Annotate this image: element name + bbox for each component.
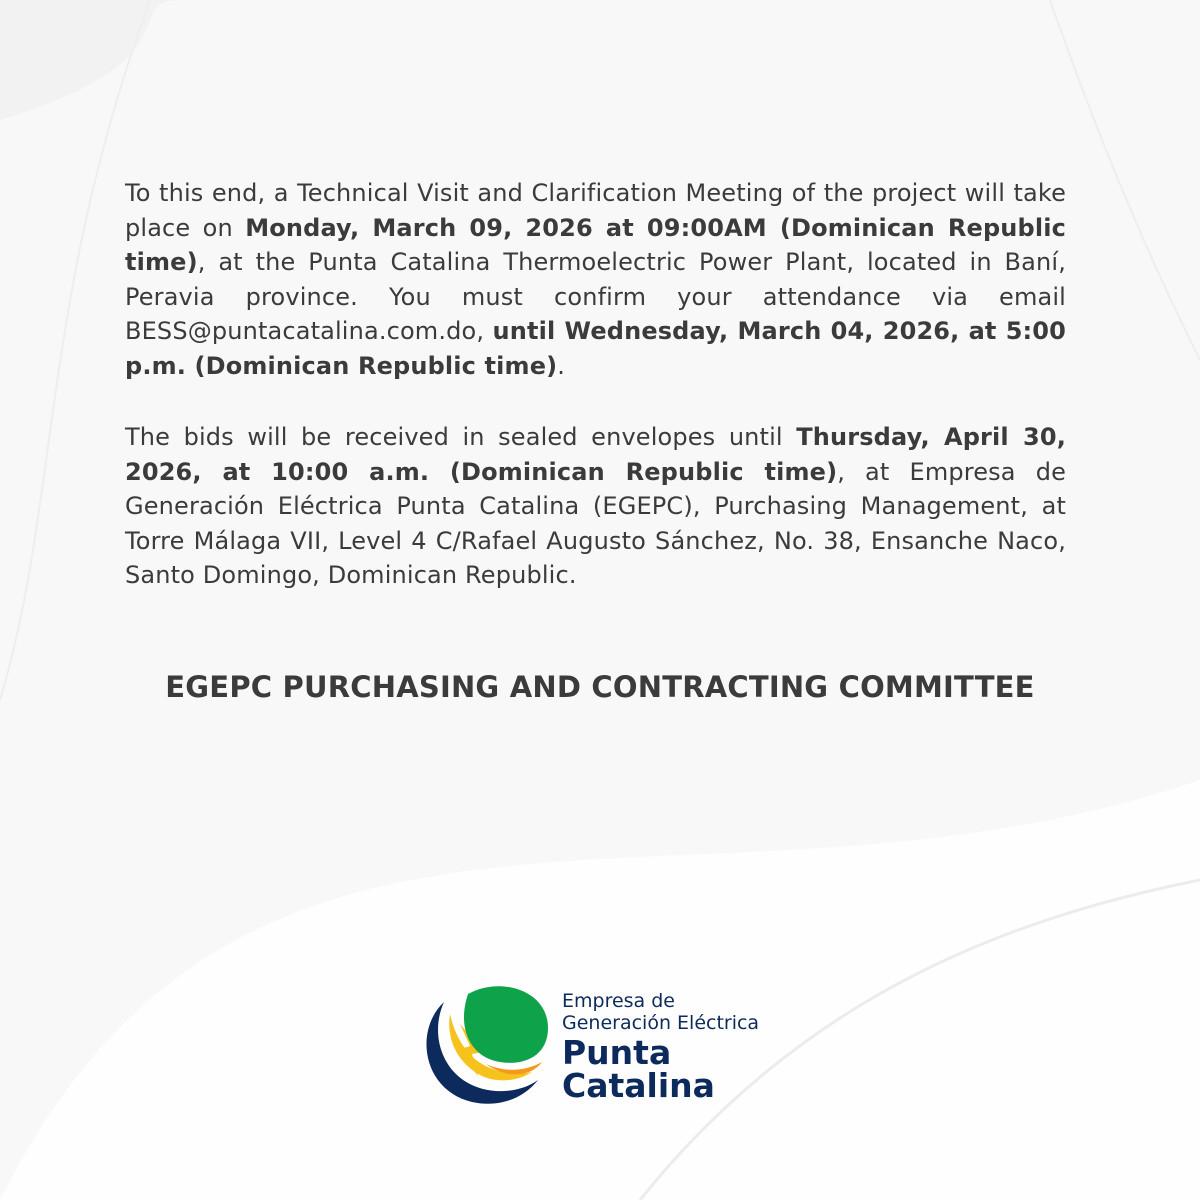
p1-text-1: To this end, a Technical Visit and Clarification Meeting of the project will take place on	[125, 179, 1066, 242]
punta-catalina-logo	[420, 980, 800, 1110]
committee-signature: EGEPC PURCHASING AND CONTRACTING COMMITTEE	[165, 670, 1035, 704]
punta-catalina-logo-icon	[420, 980, 555, 1110]
logo-wordmark	[562, 990, 760, 1105]
logo-line-catalina: Catalina	[562, 1066, 715, 1105]
logo-line-punta: Punta	[562, 1033, 672, 1072]
paragraph-bids	[125, 420, 1066, 593]
p1-text-3: .	[557, 351, 566, 380]
notice-body	[125, 176, 1066, 593]
p1-meeting-date: Monday, March 09, 2026 at 09:00AM (Dominican Republic time)	[125, 213, 1066, 276]
paragraph-technical-visit	[125, 176, 1066, 383]
p2-text-1: The bids will be received in sealed envelopes until	[125, 423, 797, 451]
p2-bid-deadline: Thursday, April 30, 2026, at 10:00 a.m. (Dominican Republic time)	[125, 423, 1066, 486]
p1-text-2: , at the Punta Catalina Thermoelectric Power Plant, located in Baní, Peravia province. You must confirm your attendance via email BESS@puntacatalina.com.do,	[125, 248, 1066, 345]
p2-text-2: , at Empresa de Generación Eléctrica Punta Catalina (EGEPC), Purchasing Management, at Torre Málaga VII, Level 4 C/Rafael Augusto Sánchez, No. 38, Ensanche Naco, Santo Domingo, Dominican Republic.	[125, 457, 1066, 589]
logo-line-empresa: Empresa de	[562, 990, 675, 1012]
logo-line-generacion: Generación Eléctrica	[562, 1012, 760, 1034]
p1-confirm-deadline: until Wednesday, March 04, 2026, at 5:00 p.m. (Dominican Republic time)	[125, 317, 1066, 380]
